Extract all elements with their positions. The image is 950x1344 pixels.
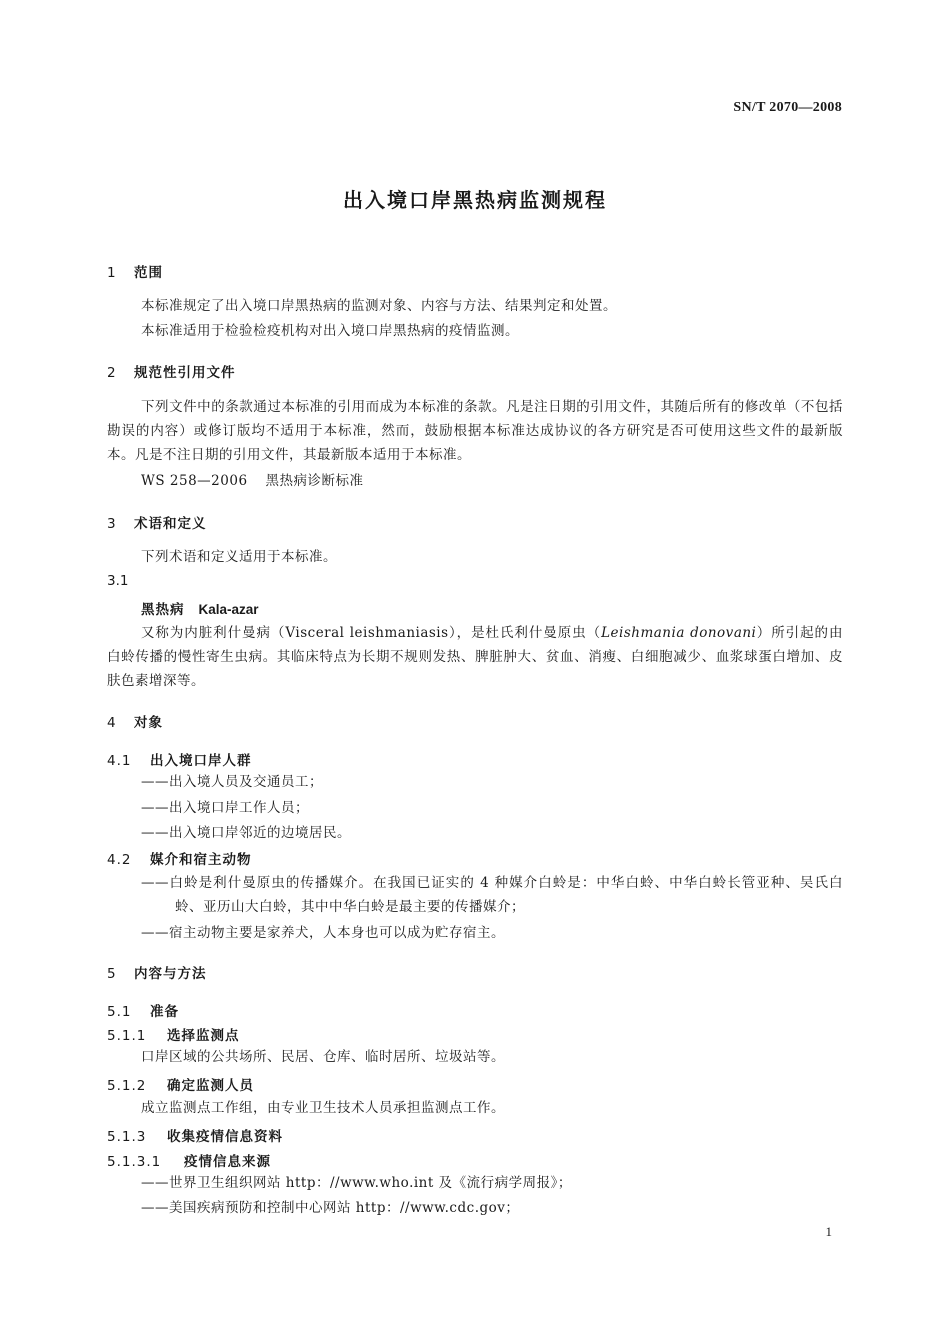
section-number: 1 [107, 265, 117, 281]
subsection-title: 收集疫情信息资料 [167, 1129, 283, 1145]
subsection-5-1-heading [107, 1000, 179, 1020]
term-chinese: 黑热病 [141, 602, 185, 618]
subsection-number: 5.1.3.1 [107, 1154, 162, 1170]
subsection-4-1-heading [107, 749, 252, 769]
subsection-5-1-3-1-heading [107, 1150, 271, 1170]
paragraph: 成立监测点工作组，由专业卫生技术人员承担监测点工作。 [141, 1100, 505, 1116]
subsection-number: 5.1.2 [107, 1078, 147, 1094]
subsection-title: 疫情信息来源 [184, 1154, 271, 1170]
section-title: 内容与方法 [134, 966, 207, 982]
document-title: 出入境口岸黑热病监测规程 [343, 188, 607, 212]
subsection-title: 出入境口岸人群 [150, 753, 252, 769]
page-number: 1 [825, 1224, 832, 1239]
paragraph: 下列术语和定义适用于本标准。 [141, 549, 337, 565]
subsection-title: 确定监测人员 [167, 1078, 254, 1094]
subsection-4-2-heading [107, 848, 252, 868]
paragraph: 下列文件中的条款通过本标准的引用而成为本标准的条款。凡是注日期的引用文件，其随后所有的修改单（不包括勘误的内容）或修订版均不适用于本标准，然而，鼓励根据本标准达成协议的各方研究是否可使用这些文件的最新版本。凡是不注日期的引用文件，其最新版本适用于本标准。 [107, 399, 843, 463]
list-item: ——美国疾病预防和控制中心网站 http：//www.cdc.gov； [141, 1200, 520, 1216]
normative-reference [141, 469, 843, 493]
subsection-number: 5.1.3 [107, 1129, 147, 1145]
section-title: 规范性引用文件 [134, 365, 236, 381]
reference-title: 黑热病诊断标准 [265, 473, 364, 489]
subsection-5-1-1-heading [107, 1024, 240, 1044]
section-1-heading [107, 261, 163, 281]
paragraph: 口岸区域的公共场所、民居、仓库、临时居所、垃圾站等。 [141, 1049, 505, 1065]
subsection-title: 媒介和宿主动物 [150, 852, 252, 868]
term-english: Kala-azar [198, 602, 259, 617]
subsection-number: 5.1 [107, 1004, 132, 1020]
section-number: 2 [107, 365, 117, 381]
reference-code: WS 258—2006 [141, 473, 248, 489]
section-4-heading [107, 711, 163, 731]
term-entry [141, 598, 259, 618]
definition-text: ）所引起的由白蛉传播的慢性寄生虫病。其临床特点为长期不规则发热、脾脏肿大、贫血、消瘦、白细胞减少、血浆球蛋白增加、皮肤色素增深等。 [107, 625, 843, 689]
subsection-number: 4.1 [107, 753, 132, 769]
definition-text: 又称为内脏利什曼病（Visceral leishmaniasis），是杜氏利什曼原虫（ [141, 625, 602, 641]
term-definition [107, 621, 843, 693]
section-title: 术语和定义 [134, 516, 207, 532]
section-number: 3 [107, 516, 117, 532]
latin-name: Leishmania donovani [601, 625, 757, 641]
subsection-number: 4.2 [107, 852, 132, 868]
subsection-number: 5.1.1 [107, 1028, 147, 1044]
list-item: ——出入境口岸工作人员； [141, 800, 309, 816]
subsection-title: 准备 [150, 1004, 179, 1020]
paragraph: 本标准适用于检验检疫机构对出入境口岸黑热病的疫情监测。 [141, 323, 519, 339]
section-title: 对象 [134, 715, 163, 731]
subsection-number: 3.1 [107, 573, 129, 589]
section-5-heading [107, 962, 207, 982]
section-number: 4 [107, 715, 117, 731]
section-3-heading [107, 512, 207, 532]
list-item: ——出入境口岸邻近的边境居民。 [141, 825, 351, 841]
section-2-heading [107, 361, 236, 381]
list-item: ——出入境人员及交通员工； [141, 774, 323, 790]
paragraph: 本标准规定了出入境口岸黑热病的监测对象、内容与方法、结果判定和处置。 [141, 298, 617, 314]
subsection-5-1-3-heading [107, 1125, 283, 1145]
section-title: 范围 [134, 265, 163, 281]
section-number: 5 [107, 966, 117, 982]
list-item: ——世界卫生组织网站 http：//www.who.int 及《流行病学周报》； [141, 1175, 572, 1191]
list-item: ——宿主动物主要是家养犬，人本身也可以成为贮存宿主。 [141, 925, 505, 941]
list-item: ——白蛉是利什曼原虫的传播媒介。在我国已证实的 4 种媒介白蛉是：中华白蛉、中华白蛉长管亚种、吴氏白蛉、亚历山大白蛉，其中中华白蛉是最主要的传播媒介； [141, 875, 843, 915]
standard-code: SN/T 2070—2008 [733, 100, 842, 115]
subsection-title: 选择监测点 [167, 1028, 240, 1044]
subsection-5-1-2-heading [107, 1074, 254, 1094]
